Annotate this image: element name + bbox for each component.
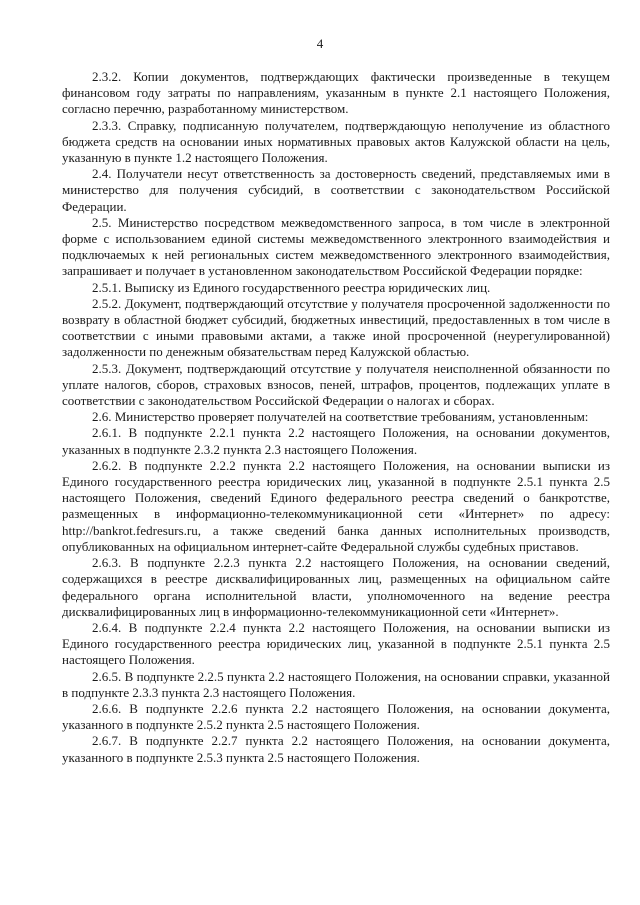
paragraph-2-6-3: 2.6.3. В подпункте 2.2.3 пункта 2.2 настоящего Положения, на основании сведений, содержащихся в реестре дисквалифицированных лиц, размещенных на официальном сайте федерального органа исполнительной власти, уполномоченного на ведение реестра дисквалифицированных лиц в информационно-телекоммуникационной сети «Интернет». [62,555,610,619]
paragraph-2-3-2: 2.3.2. Копии документов, подтверждающих фактически произведенные в текущем финансовом году затраты по направлениям, указанным в пункте 2.1 настоящего Положения, согласно перечню, разработанному министерством. [62,69,610,117]
document-body [62,69,610,766]
page-number: 4 [316,36,324,51]
paragraph-2-6-2: 2.6.2. В подпункте 2.2.2 пункта 2.2 настоящего Положения, на основании выписки из Единого государственного реестра юридических лиц, указанной в подпункте 2.5.1 пункта 2.5 настоящего Положения, сведений Единого федерального реестра сведений о банкротстве, размещенных в информационно-телекоммуникационной сети «Интернет» по адресу: http://bankrot.fedresurs.ru, а также сведений банка данных исполнительных производств, опубликованных на официальном интернет-сайте Федеральной службы судебных приставов. [62,457,610,554]
paragraph-2-5: 2.5. Министерство посредством межведомственного запроса, в том числе в электронной форме с использованием единой системы межведомственного электронного взаимодействия и подключаемых к ней региональных систем межведомственного электронного взаимодействия, запрашивает и получает в установленном законодательством Российской Федерации порядке: [62,214,610,279]
paragraph-2-4: 2.4. Получатели несут ответственность за достоверность сведений, представляемых ими в министерство для получения субсидий, в соответствии с законодательством Российской Федерации. [62,166,610,214]
paragraph-2-6-6: 2.6.6. В подпункте 2.2.6 пункта 2.2 настоящего Положения, на основании документа, указанного в подпункте 2.5.2 пункта 2.5 настоящего Положения. [62,700,610,733]
paragraph-2-6-5: 2.6.5. В подпункте 2.2.5 пункта 2.2 настоящего Положения, на основании справки, указанной в подпункте 2.3.3 пункта 2.3 настоящего Положения. [62,668,610,700]
paragraph-2-3-3: 2.3.3. Справку, подписанную получателем, подтверждающую неполучение из областного бюджета средств на основании иных нормативных правовых актов Калужской области на цель, указанную в пункте 1.2 настоящего Положения. [62,117,610,166]
paragraph-2-6: 2.6. Министерство проверяет получателей на соответствие требованиям, установленным: [92,409,589,425]
paragraph-2-6-1: 2.6.1. В подпункте 2.2.1 пункта 2.2 настоящего Положения, на основании документов, указанных в подпункте 2.3.2 пункта 2.3 настоящего Положения. [62,425,610,457]
paragraph-2-6-4: 2.6.4. В подпункте 2.2.4 пункта 2.2 настоящего Положения, на основании выписки из Единого государственного реестра юридических лиц, указанной в подпункте 2.5.1 пункта 2.5 настоящего Положения. [62,619,610,668]
paragraph-2-5-1: 2.5.1. Выписку из Единого государственного реестра юридических лиц. [92,279,491,295]
paragraph-2-5-2: 2.5.2. Документ, подтверждающий отсутствие у получателя просроченной задолженности по возврату в областной бюджет субсидий, бюджетных инвестиций, предоставленных в том числе в соответствии с иными правовыми актами, а также иной просроченной (неурегулированной) задолженности по денежным обязательствам перед Калужской областью. [62,295,610,360]
paragraph-2-5-3: 2.5.3. Документ, подтверждающий отсутствие у получателя неисполненной обязанности по уплате налогов, сборов, страховых взносов, пеней, штрафов, процентов, подлежащих уплате в соответствии с законодательством Российской Федерации о налогах и сборах. [62,360,610,409]
paragraph-2-6-7: 2.6.7. В подпункте 2.2.7 пункта 2.2 настоящего Положения, на основании документа, указанного в подпункте 2.5.3 пункта 2.5 настоящего Положения. [62,733,610,765]
